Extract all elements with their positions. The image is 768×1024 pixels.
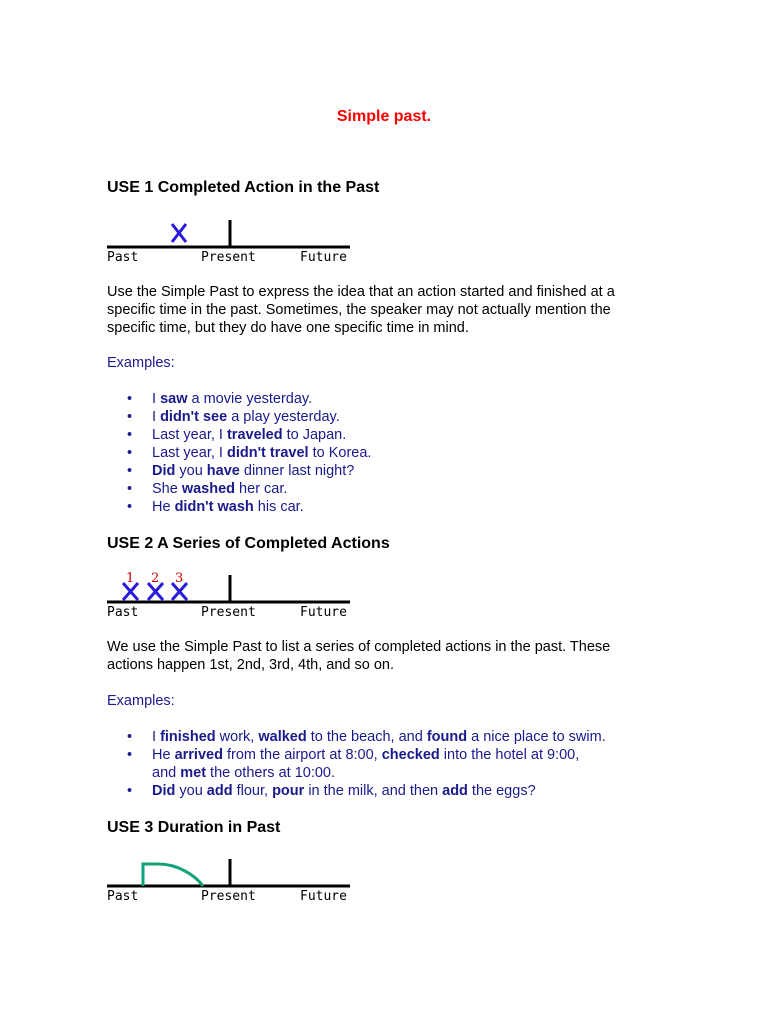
- example-verb: washed: [181, 481, 236, 497]
- example-item: [107, 498, 667, 516]
- use2-heading: USE 2 A Series of Completed Actions: [107, 535, 390, 552]
- timeline-label-future: Future: [300, 250, 347, 265]
- example-text: I: [152, 409, 161, 425]
- example-verb: Did: [152, 783, 176, 799]
- timeline-label-past: Past: [107, 889, 139, 904]
- example-text: Last year, I: [152, 427, 227, 443]
- example-item: [107, 444, 667, 462]
- example-item: [107, 462, 667, 480]
- example-verb: didn't see: [160, 409, 228, 425]
- example-verb: met: [180, 765, 207, 781]
- example-text: I: [152, 391, 161, 407]
- example-text: the others at 10:00.: [206, 765, 336, 781]
- example-verb: didn't travel: [226, 445, 309, 461]
- example-item: [107, 390, 667, 408]
- example-verb: Did: [152, 463, 176, 479]
- example-item: [107, 408, 667, 426]
- example-text: a play yesterday.: [227, 409, 340, 425]
- timeline-label-present: Present: [201, 250, 256, 265]
- example-item: [107, 480, 667, 498]
- example-text: the eggs?: [467, 783, 536, 799]
- sequence-number-2: 2: [151, 571, 160, 586]
- timeline-label-present: Present: [201, 889, 256, 904]
- sequence-number-3: 3: [175, 571, 184, 586]
- use3-heading: USE 3 Duration in Past: [107, 819, 281, 836]
- example-text: into the hotel at 9:00, and: [152, 747, 580, 781]
- example-text: to the beach, and: [306, 729, 427, 745]
- example-verb: checked: [381, 747, 440, 763]
- use1-paragraph: Use the Simple Past to express the idea that an action started and finished at a specific time in the past. Sometimes, the speaker may not actually mention the specific time, but they do have one specific time in mind.: [107, 284, 615, 336]
- sequence-number-1: 1: [126, 571, 135, 586]
- use3-timeline: [107, 855, 357, 911]
- use1-examples-list: [107, 390, 667, 516]
- example-text: dinner last night?: [239, 463, 355, 479]
- example-text: work,: [215, 729, 259, 745]
- example-text: in the milk, and then: [304, 783, 443, 799]
- use2-examples-label: Examples:: [107, 693, 175, 709]
- timeline-label-future: Future: [300, 889, 347, 904]
- timeline-label-future: Future: [300, 605, 347, 620]
- example-verb: didn't wash: [174, 499, 254, 515]
- example-text: flour,: [232, 783, 273, 799]
- use2-examples-list: [107, 728, 607, 800]
- timeline-label-past: Past: [107, 250, 139, 265]
- timeline-label-present: Present: [201, 605, 256, 620]
- use1-heading: USE 1 Completed Action in the Past: [107, 179, 380, 196]
- example-text: I: [152, 729, 161, 745]
- example-text: He: [152, 747, 175, 763]
- example-item: [107, 746, 607, 782]
- example-item: [107, 782, 607, 800]
- example-verb: add: [442, 783, 468, 799]
- use2-timeline: [107, 571, 357, 627]
- example-verb: pour: [272, 783, 305, 799]
- example-text: from the airport at 8:00,: [222, 747, 382, 763]
- use1-examples-label: Examples:: [107, 355, 175, 371]
- example-item: [107, 728, 607, 746]
- example-item: [107, 426, 667, 444]
- action-marker-x: [172, 224, 186, 242]
- page-title: Simple past.: [336, 108, 432, 125]
- example-text: He: [152, 499, 175, 515]
- example-text: you: [175, 783, 207, 799]
- example-text: her car.: [235, 481, 288, 497]
- timeline-label-past: Past: [107, 605, 139, 620]
- example-verb: add: [206, 783, 233, 799]
- example-text: a nice place to swim.: [467, 729, 606, 745]
- example-text: you: [175, 463, 207, 479]
- example-text: a movie yesterday.: [187, 391, 313, 407]
- use1-timeline: [107, 216, 357, 272]
- example-text: Last year, I: [152, 445, 227, 461]
- example-text: his car.: [253, 499, 304, 515]
- example-verb: traveled: [226, 427, 283, 443]
- example-verb: walked: [258, 729, 307, 745]
- example-text: to Korea.: [308, 445, 372, 461]
- example-text: to Japan.: [282, 427, 347, 443]
- example-text: She: [152, 481, 182, 497]
- example-verb: arrived: [174, 747, 223, 763]
- example-verb: saw: [160, 391, 188, 407]
- example-verb: found: [426, 729, 468, 745]
- example-verb: have: [206, 463, 240, 479]
- duration-arc: [143, 864, 203, 886]
- use2-paragraph: We use the Simple Past to list a series of completed actions in the past. These actions happen 1st, 2nd, 3rd, 4th, and so on.: [107, 639, 611, 673]
- example-verb: finished: [160, 729, 216, 745]
